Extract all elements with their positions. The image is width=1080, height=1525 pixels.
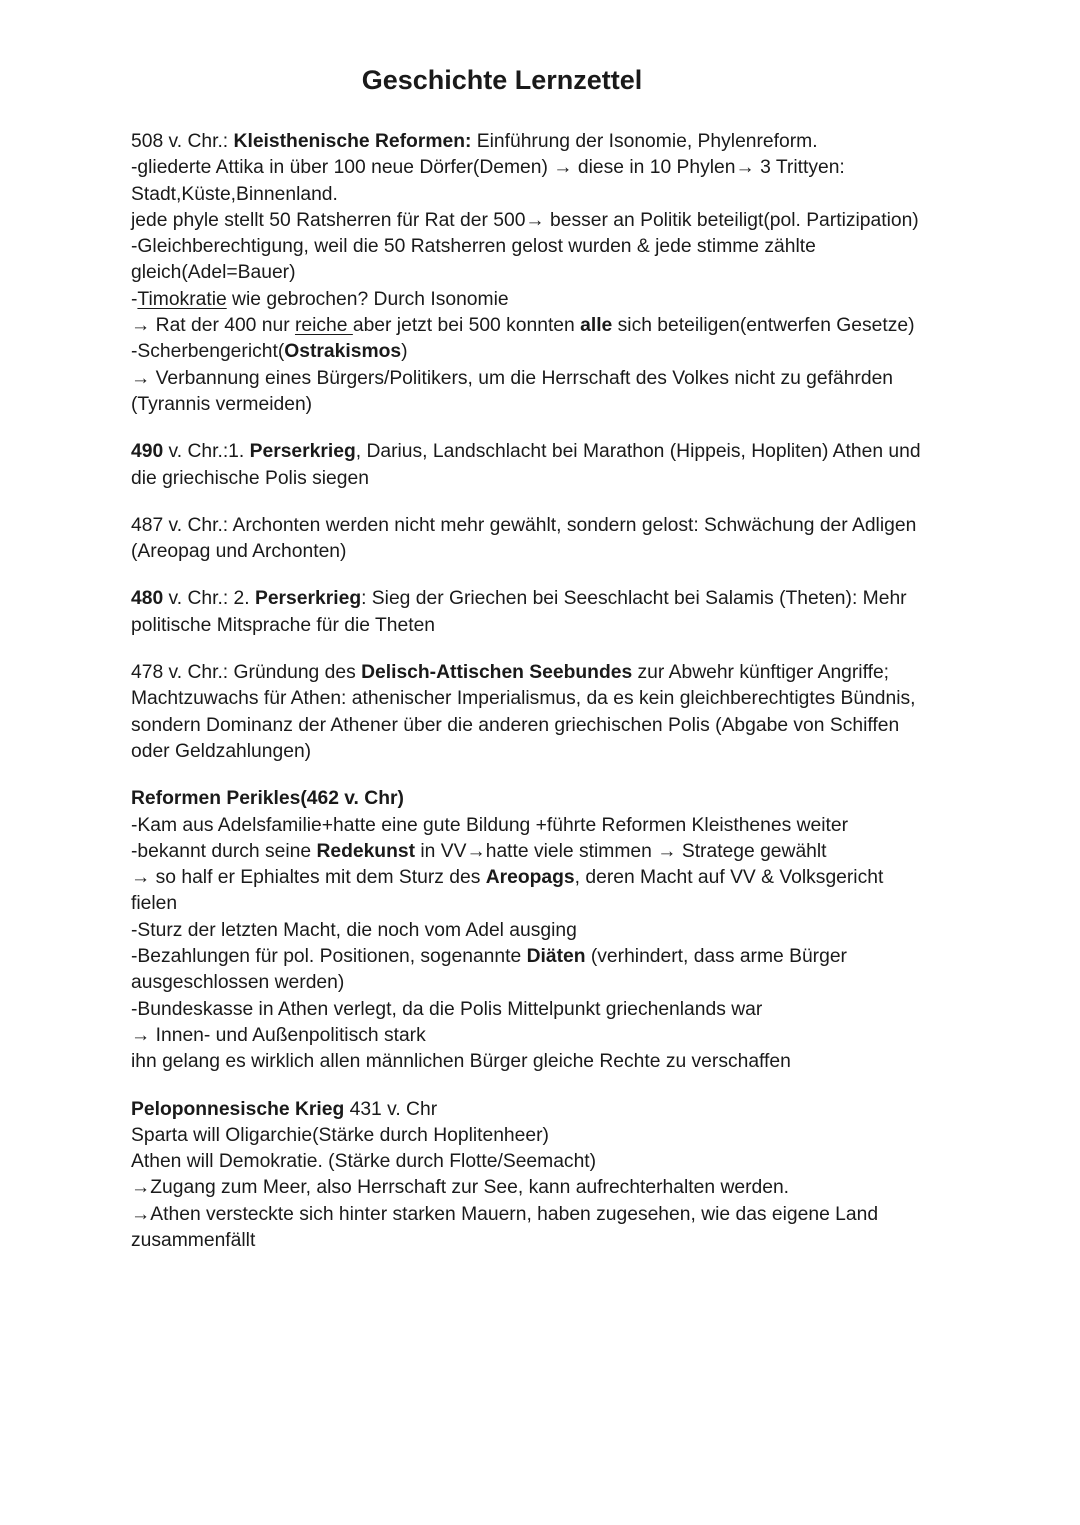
- bold-text: Ostrakismos: [284, 341, 402, 363]
- text-segment: 478 v. Chr.: Gründung des: [131, 662, 362, 684]
- text-segment: Athen will Demokratie. (Stärke durch Flotte/Seemacht): [131, 1151, 597, 1173]
- text-segment: zur Abwehr künftiger Angriffe;: [632, 662, 890, 684]
- text-line: [131, 891, 971, 917]
- text-segment: → Innen- und Außenpolitisch stark: [131, 1024, 426, 1046]
- text-segment: , deren Macht auf VV & Volksgericht: [574, 867, 884, 889]
- text-segment: politische Mitsprache für die Theten: [131, 614, 436, 636]
- text-segment: ihn gelang es wirklich allen männlichen Bürger gleiche Rechte zu verschaffen: [131, 1051, 791, 1073]
- text-segment: 508 v. Chr.:: [131, 131, 234, 152]
- text-segment: in VV→hatte viele stimmen → Stratege gewählt: [415, 840, 827, 862]
- text-segment: : Sieg der Griechen bei Seeschlacht bei Salamis (Theten): Mehr: [361, 588, 907, 610]
- text-line: [131, 313, 971, 339]
- bold-text: alle: [580, 315, 613, 337]
- text-segment: (Tyrannis vermeiden): [131, 393, 313, 415]
- text-line: [131, 997, 971, 1023]
- underlined-text: Timokratie: [137, 288, 227, 310]
- bold-text: Peloponnesische Krieg: [131, 1098, 345, 1120]
- text-line: [131, 392, 971, 418]
- text-segment: sondern Dominanz der Athener über die anderen griechischen Polis (Abgabe von Schiffen: [131, 714, 900, 736]
- text-line: [131, 1023, 971, 1049]
- bold-text: Redekunst: [316, 840, 416, 862]
- text-segment: 487 v. Chr.: Archonten werden nicht mehr gewählt, sondern gelost: Schwächung der Adligen: [131, 514, 917, 536]
- text-segment: -Sturz der letzten Macht, die noch vom Adel ausging: [131, 919, 577, 941]
- document-body: [131, 129, 971, 1275]
- text-segment: -Kam aus Adelsfamilie+hatte eine gute Bildung +führte Reformen Kleisthenes weiter: [131, 814, 849, 836]
- text-line: [131, 660, 971, 686]
- text-line: [131, 1149, 971, 1175]
- bold-text: Perserkrieg: [249, 441, 356, 463]
- text-line: [131, 339, 971, 365]
- text-block: [131, 439, 971, 492]
- text-segment: zusammenfällt: [131, 1229, 256, 1251]
- text-line: [131, 786, 971, 812]
- text-line: [131, 1097, 971, 1123]
- text-segment: Machtzuwachs für Athen: athenischer Imperialismus, da es kein gleichberechtigtes Bündnis,: [131, 688, 916, 710]
- page-title: Geschichte Lernzettel: [361, 65, 643, 95]
- bold-text: Kleisthenische Reformen:: [233, 131, 472, 152]
- bold-text: Diäten: [526, 946, 586, 968]
- text-line: [131, 813, 971, 839]
- text-segment: -Bezahlungen für pol. Positionen, sogenannte: [131, 946, 527, 968]
- text-segment: → Verbannung eines Bürgers/Politikers, um die Herrschaft des Volkes nicht zu gefährden: [131, 367, 894, 389]
- text-line: [131, 613, 971, 639]
- text-line: [131, 1123, 971, 1149]
- bold-text: Reformen Perikles(462 v. Chr): [131, 788, 404, 810]
- text-line: [131, 686, 971, 712]
- text-line: [131, 234, 971, 260]
- text-line: [131, 129, 971, 155]
- text-line: [131, 839, 971, 865]
- text-segment: die griechische Polis siegen: [131, 467, 369, 489]
- text-block: [131, 1097, 971, 1255]
- text-segment: →Athen versteckte sich hinter starken Mauern, haben zugesehen, wie das eigene Land: [131, 1203, 879, 1225]
- text-line: [131, 586, 971, 612]
- text-segment: -: [131, 288, 138, 310]
- text-line: [131, 287, 971, 313]
- text-line: [131, 865, 971, 891]
- text-line: [131, 739, 971, 765]
- text-line: [131, 970, 971, 996]
- text-line: [131, 513, 971, 539]
- text-segment: →Zugang zum Meer, also Herrschaft zur See, kann aufrechterhalten werden.: [131, 1177, 790, 1199]
- text-segment: (Areopag und Archonten): [131, 541, 347, 563]
- text-line: [131, 918, 971, 944]
- text-segment: (verhindert, dass arme Bürger: [585, 946, 847, 968]
- text-segment: Stadt,Küste,Binnenland.: [131, 183, 338, 205]
- text-segment: -bekannt durch seine: [131, 840, 317, 862]
- text-segment: v. Chr.: 2.: [163, 588, 255, 610]
- text-block: [131, 786, 971, 1075]
- text-segment: → Rat der 400 nur: [131, 315, 295, 337]
- text-block: [131, 129, 971, 418]
- text-line: [131, 1175, 971, 1201]
- text-line: [131, 539, 971, 565]
- text-block: [131, 660, 971, 765]
- text-segment: -Gleichberechtigung, weil die 50 Ratsherren gelost wurden & jede stimme zählte: [131, 236, 816, 258]
- text-line: [131, 260, 971, 286]
- text-segment: -Bundeskasse in Athen verlegt, da die Polis Mittelpunkt griechenlands war: [131, 998, 763, 1020]
- text-segment: -Scherbengericht(: [131, 341, 285, 363]
- text-line: [131, 1228, 971, 1254]
- text-segment: Sparta will Oligarchie(Stärke durch Hoplitenheer): [131, 1124, 549, 1146]
- text-segment: → so half er Ephialtes mit dem Sturz des: [131, 867, 486, 889]
- text-line: [131, 208, 971, 234]
- text-line: [131, 439, 971, 465]
- text-segment: aber jetzt bei 500 konnten: [352, 315, 581, 337]
- text-line: [131, 1202, 971, 1228]
- text-segment: , Darius, Landschlacht bei Marathon (Hippeis, Hopliten) Athen und: [355, 441, 921, 463]
- bold-text: 480: [131, 588, 164, 610]
- text-segment: oder Geldzahlungen): [131, 740, 312, 762]
- text-segment: ausgeschlossen werden): [131, 972, 345, 994]
- text-line: [131, 182, 971, 208]
- text-line: [131, 155, 971, 181]
- text-line: [131, 944, 971, 970]
- bold-text: 490: [131, 441, 164, 463]
- text-line: [131, 1049, 971, 1075]
- bold-text: Delisch-Attischen Seebundes: [361, 662, 633, 684]
- text-segment: fielen: [131, 893, 178, 915]
- text-segment: 431 v. Chr: [344, 1098, 438, 1120]
- bold-text: Areopags: [485, 867, 575, 889]
- text-line: [131, 466, 971, 492]
- text-segment: v. Chr.:1.: [163, 441, 250, 463]
- text-segment: -gliederte Attika in über 100 neue Dörfer(Demen) → diese in 10 Phylen→ 3 Trittyen:: [131, 157, 845, 179]
- text-block: [131, 586, 971, 639]
- bold-text: Perserkrieg: [254, 588, 362, 610]
- text-segment: sich beteiligen(entwerfen Gesetze): [612, 315, 915, 337]
- text-block: [131, 513, 971, 566]
- text-segment: gleich(Adel=Bauer): [131, 262, 296, 284]
- text-segment: wie gebrochen? Durch Isonomie: [226, 288, 509, 310]
- text-segment: jede phyle stellt 50 Ratsherren für Rat der 500→ besser an Politik beteiligt(pol. Partizipation): [131, 209, 919, 231]
- text-segment: Einführung der Isonomie, Phylenreform.: [471, 131, 818, 152]
- text-line: [131, 713, 971, 739]
- text-segment: ): [401, 341, 408, 363]
- text-line: [131, 366, 971, 392]
- underlined-text: reiche: [294, 315, 353, 337]
